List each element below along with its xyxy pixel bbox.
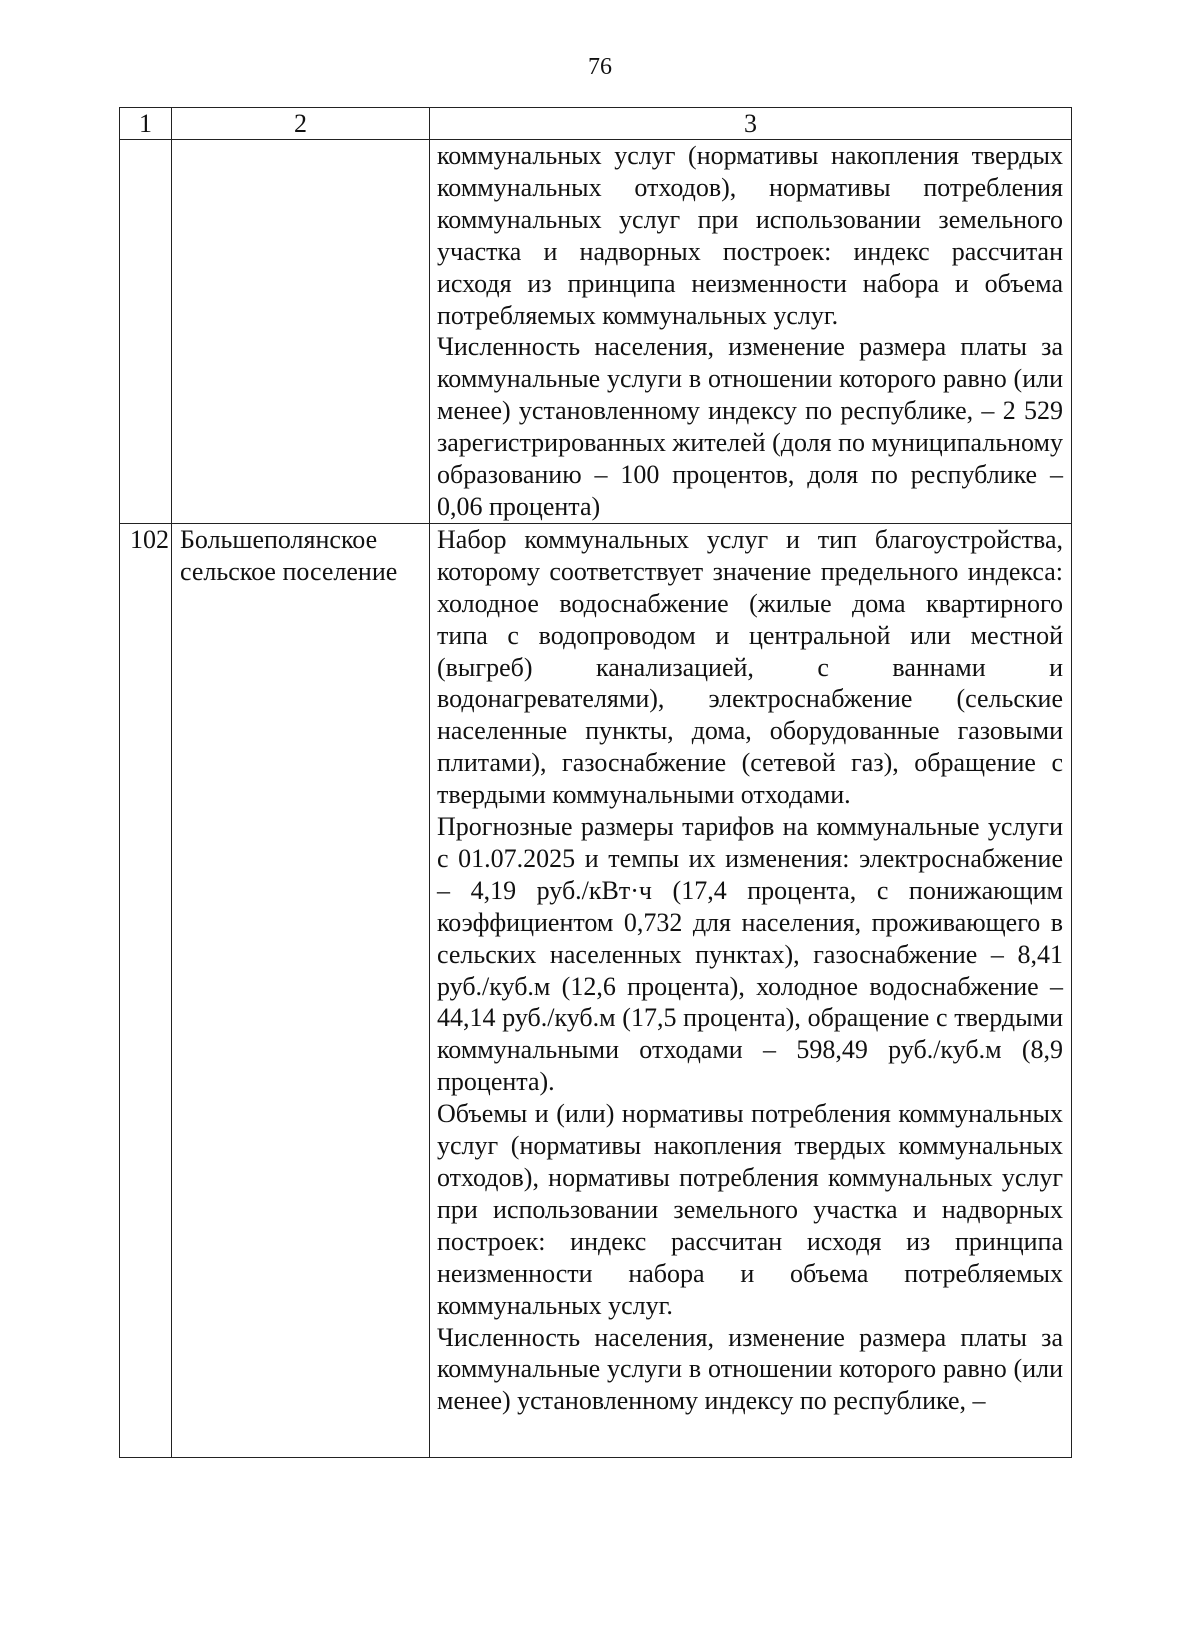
row-number-cell xyxy=(120,140,172,524)
table-header-row xyxy=(120,108,1072,140)
row-number-cell: 102 xyxy=(120,523,172,1457)
column-header-1: 1 xyxy=(120,108,172,140)
paragraph-population: Численность населения, изменение размера платы за коммунальные услуги в отношении которого равно (или менее) установленному индексу по республике, – xyxy=(437,1322,1063,1416)
paragraph-tariffs: Прогнозные размеры тарифов на коммунальные услуги с 01.07.2025 и темпы их изменения: электроснабжение – 4,19 руб./кВт·ч (17,4 процента, с понижающим коэффициентом 0,732 для населения, проживающего в сельских населенных пунктах), газоснабжение – 8,41 руб./куб.м (12,6 процента), холодное водоснабжение – 44,14 руб./куб.м (17,5 процента), обращение с твердыми коммунальными отходами – 598,49 руб./куб.м (8,9 процента). xyxy=(437,812,1063,1097)
paragraph-service-set: Набор коммунальных услуг и тип благоустройства, которому соответствует значение предельного индекса: холодное водоснабжение (жилые дома квартирного типа с водопроводом и центральной или местной (выгреб) канализацией, с ваннами и водонагревателями), электроснабжение (сельские населенные пункты, дома, оборудованные газовыми плитами), газоснабжение (сетевой газ), обращение с твердыми коммунальными отходами. xyxy=(437,524,1063,810)
description-cell xyxy=(430,523,1072,1457)
column-header-3: 3 xyxy=(430,108,1072,140)
page-number: 76 xyxy=(588,54,612,80)
paragraph-consumption-norms: Объемы и (или) нормативы потребления коммунальных услуг (нормативы накопления твердых коммунальных отходов), нормативы потребления коммунальных услуг при использовании земельного участка и надворных построек: индекс рассчитан исходя из принципа неизменности набора и объема потребляемых коммунальных услуг. xyxy=(437,1099,1063,1320)
column-header-2: 2 xyxy=(172,108,430,140)
table-row-continued xyxy=(120,140,1072,524)
municipality-name-cell: Большеполянское сельское поселение xyxy=(172,523,430,1457)
description-cell xyxy=(430,140,1072,524)
paragraph-consumption-norms: коммунальных услуг (нормативы накопления твердых коммунальных отходов), нормативы потребления коммунальных услуг при использовании земельного участка и надворных построек: индекс рассчитан исходя из принципа неизменности набора и объема потребляемых коммунальных услуг. xyxy=(437,141,1063,330)
table-row-102 xyxy=(120,523,1072,1457)
paragraph-population: Численность населения, изменение размера платы за коммунальные услуги в отношении которого равно (или менее) установленному индексу по республике, – 2 529 зарегистрированных жителей (доля по муниципальному образованию – 100 процентов, доля по республике – 0,06 процента) xyxy=(437,332,1063,521)
data-table xyxy=(119,107,1072,1458)
municipality-name-cell xyxy=(172,140,430,524)
